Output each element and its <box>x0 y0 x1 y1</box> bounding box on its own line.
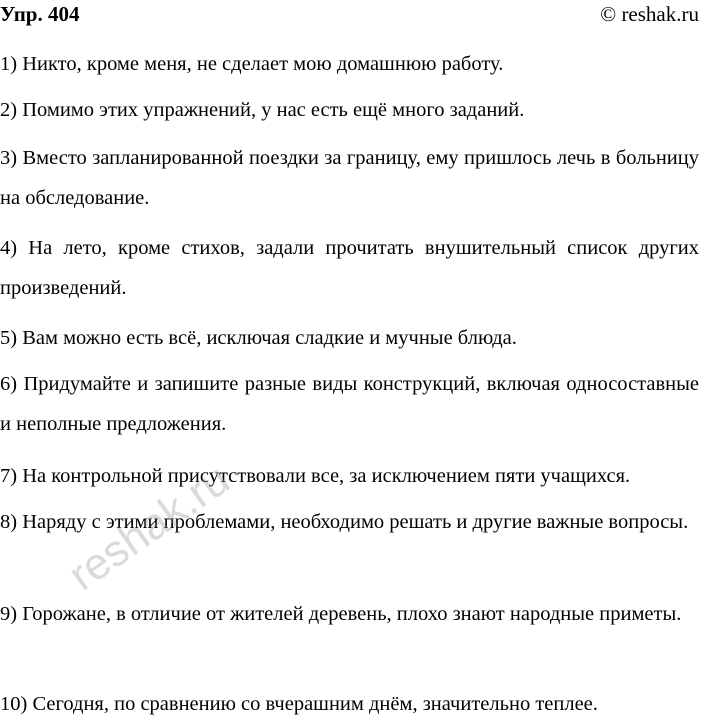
list-item: 6) Придумайте и запишите разные виды конструкций, включая односоставные и неполные предложения. <box>0 373 699 435</box>
watermark: reshak.ru <box>60 454 239 601</box>
list-item: 10) Сегодня, по сравнению со вчерашним днём, значительно теплее. <box>0 693 598 715</box>
list-item: 2) Помимо этих упражнений, у нас есть ещё много заданий. <box>0 99 525 121</box>
list-item: 8) Наряду с этими проблемами, необходимо решать и другие важные вопросы. <box>0 511 689 533</box>
exercise-title: Упр. 404 <box>0 2 80 26</box>
list-item: 7) На контрольной присутствовали все, за исключением пяти учащихся. <box>0 465 631 487</box>
list-item: 1) Никто, кроме меня, не сделает мою домашнюю работу. <box>0 53 504 75</box>
list-item: 3) Вместо запланированной поездки за границу, ему пришлось лечь в больницу на обследование. <box>0 147 699 209</box>
copyright: © reshak.ru <box>600 2 699 26</box>
list-item: 4) На лето, кроме стихов, задали прочитать внушительный список других произведений. <box>0 237 699 299</box>
list-item: 5) Вам можно есть всё, исключая сладкие и мучные блюда. <box>0 327 517 349</box>
list-item: 9) Горожане, в отличие от жителей деревень, плохо знают народные приметы. <box>0 603 682 625</box>
